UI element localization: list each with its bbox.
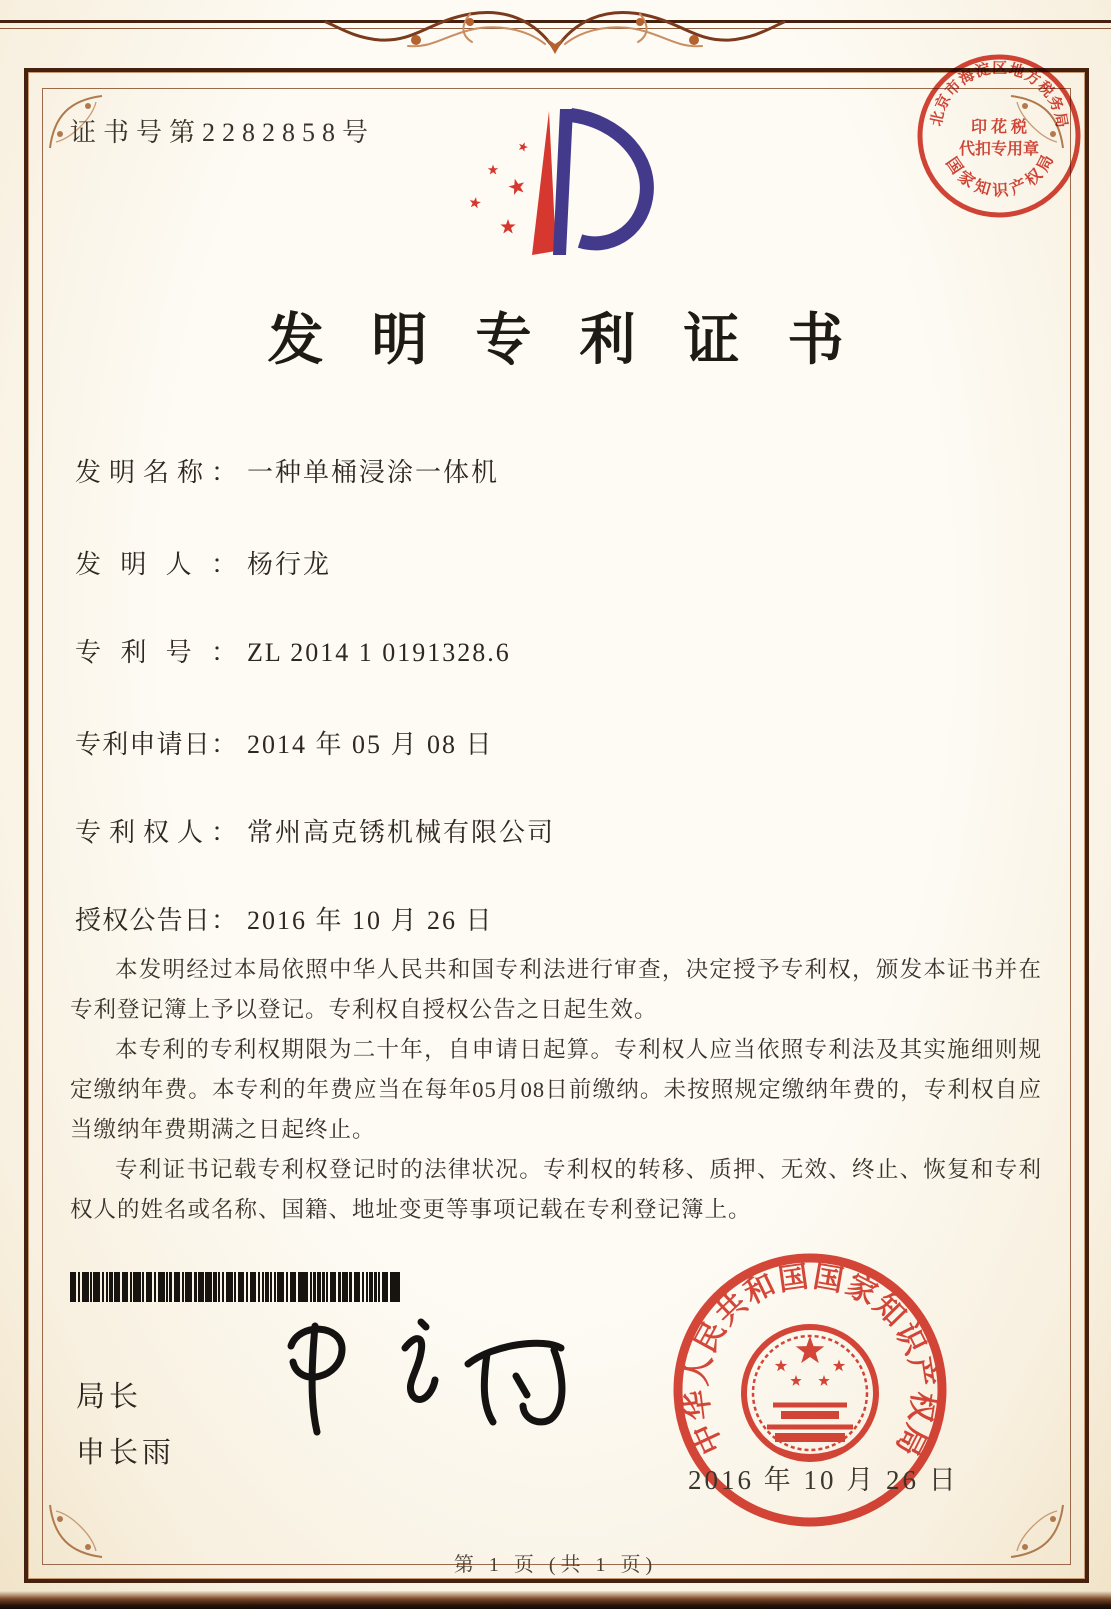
- legal-paragraph: 本发明经过本局依照中华人民共和国专利法进行审查，决定授予专利权，颁发本证书并在专利登记簿上予以登记。专利权自授权公告之日起生效。: [70, 957, 1042, 1022]
- sipo-official-seal: [655, 1235, 965, 1545]
- certificate-number: 证书号第2282858号: [70, 118, 376, 147]
- field-label: 授权公告日：: [75, 906, 237, 935]
- field-label: 专利权人：: [75, 818, 237, 847]
- field-filing-date: [75, 724, 494, 761]
- legal-paragraph: 本专利的专利权期限为二十年，自申请日起算。专利权人应当依照专利法及其实施细则规定缴纳年费。本专利的年费应当在每年05月08日前缴纳。未按照规定缴纳年费的，专利权自应当缴纳年费期满之日起终止。: [70, 1037, 1042, 1142]
- director-title-label: 局长: [76, 1381, 143, 1413]
- tax-stamp-seal: [902, 40, 1096, 234]
- national-emblem-icon: [744, 1327, 876, 1459]
- field-value: 一种单桶浸涂一体机: [247, 458, 500, 487]
- issue-date: 2016 年 10 月 26 日: [688, 1465, 959, 1495]
- tax-stamp-ring-top-text: 北京市海淀区地方税务局: [928, 60, 1070, 130]
- legal-text-block: [70, 950, 1042, 1230]
- field-inventor: [75, 544, 331, 581]
- director-signature-icon: [255, 1292, 575, 1442]
- page-number-footer: 第 1 页 (共 1 页): [453, 1554, 658, 1576]
- field-grant-date: [75, 900, 494, 937]
- field-patentee: [75, 812, 555, 849]
- field-label: 发明人：: [75, 550, 237, 579]
- page-bottom-edge: [0, 1591, 1111, 1609]
- legal-paragraph: 专利证书记载专利权登记时的法律状况。专利权的转移、质押、无效、终止、恢复和专利权人的姓名或名称、国籍、地址变更等事项记载在专利登记簿上。: [70, 1157, 1042, 1222]
- field-label: 专利申请日：: [75, 730, 237, 759]
- sipo-logo-icon: [452, 103, 662, 263]
- tax-stamp-center-line2: 代扣专用章: [958, 141, 1040, 158]
- field-value: 2016 年 10 月 26 日: [247, 906, 494, 935]
- tax-stamp-ring-bottom-text: 国家知识产权局: [942, 149, 1059, 201]
- director-name: 申长雨: [76, 1437, 176, 1469]
- field-label: 发明名称：: [75, 458, 237, 487]
- field-value: ZL 2014 1 0191328.6: [247, 638, 511, 667]
- field-value: 2014 年 05 月 08 日: [247, 730, 494, 759]
- dragon-flourish-ornament: [320, 0, 790, 62]
- tax-stamp-center-line1: 印 花 税: [970, 119, 1028, 136]
- main-seal-ring-text: 中华人民共和国国家知识产权局: [680, 1260, 940, 1463]
- field-value: 杨行龙: [247, 550, 332, 579]
- field-invention-name: [75, 452, 499, 489]
- field-patent-number: [75, 632, 511, 669]
- field-value: 常州高克锈机械有限公司: [247, 818, 556, 847]
- field-label: 专利号：: [75, 638, 237, 667]
- certificate-title: 发明专利证书: [267, 310, 892, 372]
